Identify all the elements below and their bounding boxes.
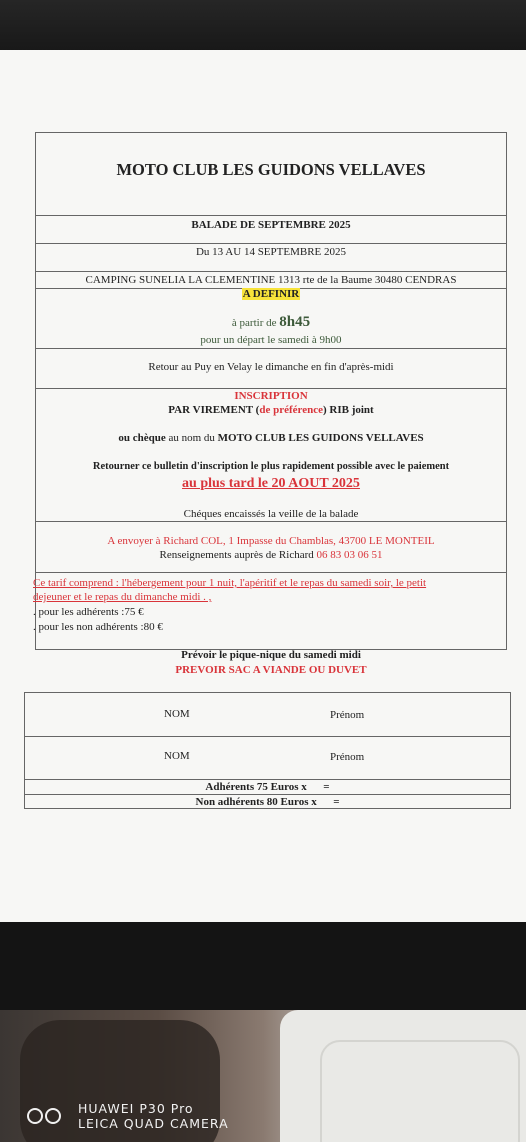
to-define-highlight [35, 288, 507, 300]
camera-watermark-logo-icon [26, 1106, 68, 1126]
divider [35, 521, 507, 522]
price-non-members: . pour les non adhérents :80 € [33, 621, 163, 633]
event-title: BALADE DE SEPTEMBRE 2025 [191, 219, 351, 231]
row-2-nom: NOM [164, 750, 190, 762]
price-members: . pour les adhérents :75 € [33, 606, 144, 618]
picnic-note: Prévoir le pique-nique du samedi midi [181, 649, 361, 661]
start-time-line [35, 314, 507, 331]
sleeping-bag-note: PREVOIR SAC A VIANDE OU DUVET [175, 664, 367, 676]
start-time-prefix: à partir de [231, 317, 280, 329]
cheque-payee: MOTO CLUB LES GUIDONS VELLAVES [217, 432, 424, 444]
return-form-line: Retourner ce bulletin d'inscription le plus rapidement possible avec le paiement [92, 461, 450, 472]
send-address: A envoyer à Richard COL, 1 Impasse du Chamblas, 43700 LE MONTEIL [107, 535, 435, 547]
info-prefix: Renseignements auprès de Richard [159, 549, 317, 561]
watermark-line-2: LEICA QUAD CAMERA [78, 1116, 229, 1131]
cheque-prefix: ou chèque [118, 432, 166, 444]
club-title: MOTO CLUB LES GUIDONS VELLAVES [116, 160, 426, 179]
table-divider [24, 794, 511, 795]
watermark-line-1: HUAWEI P30 Pro [78, 1101, 194, 1116]
row-1-prenom: Prénom [330, 709, 365, 721]
divider [35, 243, 507, 244]
to-define-label: A DEFINIR [242, 288, 300, 300]
divider [35, 348, 507, 349]
event-dates: Du 13 AU 14 SEPTEMBRE 2025 [195, 246, 347, 258]
inscription-title: INSCRIPTION [234, 390, 308, 402]
table-divider [24, 779, 511, 780]
divider [35, 271, 507, 272]
cheque-middle: au nom du [165, 432, 218, 444]
pricing-includes-2: dejeuner et le repas du dimanche midi . , [33, 591, 212, 603]
members-total: Adhérents 75 Euros x = [205, 781, 330, 793]
transfer-preference: de préférence [259, 404, 323, 416]
non-members-total: Non adhérents 80 Euros x = [195, 796, 340, 808]
table-divider [24, 736, 511, 737]
phone-number: 06 83 03 06 51 [316, 549, 383, 561]
divider [35, 572, 507, 573]
transfer-prefix: PAR VIREMENT ( [168, 404, 260, 416]
cheques-cashed: Chéques encaissés la veille de la balade [183, 508, 359, 520]
cheque-line [35, 432, 507, 444]
deadline: au plus tard le 20 AOUT 2025 [182, 476, 360, 491]
info-line [35, 549, 507, 561]
row-2-prenom: Prénom [330, 751, 365, 763]
return-line: Retour au Puy en Velay le dimanche en fin d'après-midi [148, 361, 394, 373]
departure-line: pour un départ le samedi à 9h00 [200, 334, 342, 346]
divider [35, 388, 507, 389]
row-1-nom: NOM [164, 708, 190, 720]
transfer-suffix: ) RIB joint [322, 404, 374, 416]
event-location: CAMPING SUNELIA LA CLEMENTINE 1313 rte de la Baume 30480 CENDRAS [85, 274, 457, 286]
transfer-line [35, 404, 507, 416]
camera-watermark [78, 1101, 229, 1131]
start-time: 8h45 [279, 314, 311, 330]
pricing-includes-1: Ce tarif comprend : l'hébergement pour 1 nuit, l'apéritif et le repas du samedi soir, le petit [33, 577, 427, 589]
divider [35, 215, 507, 216]
